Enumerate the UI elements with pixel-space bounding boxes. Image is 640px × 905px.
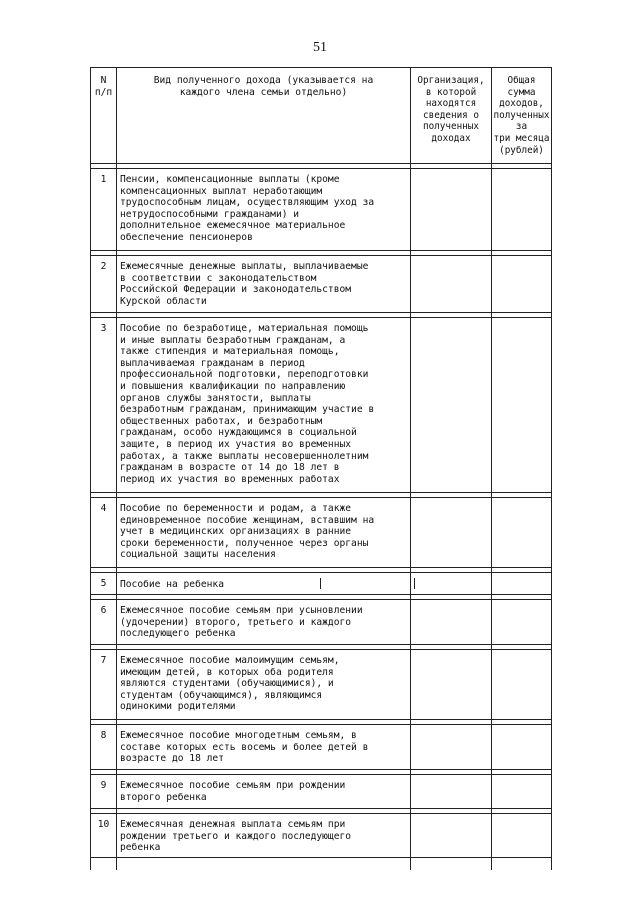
table-header-row bbox=[91, 68, 552, 164]
organization-cell[interactable] bbox=[411, 573, 492, 595]
row-number: 7 bbox=[91, 650, 117, 720]
table-row bbox=[91, 498, 552, 568]
organization-cell[interactable] bbox=[411, 725, 492, 770]
row-description-text: Пособие на ребенка bbox=[120, 579, 224, 590]
organization-cell[interactable] bbox=[411, 775, 492, 809]
row-number: 3 bbox=[91, 318, 117, 493]
sum-cell[interactable] bbox=[492, 573, 552, 595]
row-description: Пособие по беременности и родам, а также единовременное пособие женщинам, вставшим на учет в медицинских организациях в ранние сроки беременности, полученное через органы социальной защиты населения bbox=[117, 498, 411, 568]
income-table bbox=[90, 67, 552, 870]
table-row bbox=[91, 650, 552, 720]
row-description: Ежемесячная денежная выплата семьям при рождении третьего и каждого последующего ребенка bbox=[117, 814, 411, 858]
row-number: 10 bbox=[91, 814, 117, 858]
continuation-row bbox=[91, 858, 552, 871]
sum-cell[interactable] bbox=[492, 169, 552, 251]
row-description: Ежемесячные денежные выплаты, выплачиваемые в соответствии с законодательством Российской Федерации и законодательством Курской области bbox=[117, 256, 411, 313]
sum-cell[interactable] bbox=[492, 775, 552, 809]
organization-cell[interactable] bbox=[411, 498, 492, 568]
sum-cell[interactable] bbox=[492, 318, 552, 493]
table-row bbox=[91, 725, 552, 770]
organization-cell[interactable] bbox=[411, 814, 492, 858]
table-row bbox=[91, 600, 552, 645]
sum-cell[interactable] bbox=[492, 256, 552, 313]
table-row bbox=[91, 256, 552, 313]
table-row bbox=[91, 573, 552, 595]
sum-cell[interactable] bbox=[492, 814, 552, 858]
row-description: Пенсии, компенсационные выплаты (кроме компенсационных выплат неработающим трудоспособным лицам, осуществляющим уход за нетрудоспособными гражданами) и дополнительное ежемесячное материальное обеспечение пенсионеров bbox=[117, 169, 411, 251]
row-number: 6 bbox=[91, 600, 117, 645]
text-cursor bbox=[320, 578, 321, 589]
text-cursor bbox=[414, 578, 415, 589]
row-description: Ежемесячное пособие малоимущим семьям, имеющим детей, в которых оба родителя являются студентами (обучающимися), и студентам (обучающимся), являющимся одинокими родителями bbox=[117, 650, 411, 720]
page-number: 51 bbox=[313, 40, 327, 55]
table-row bbox=[91, 814, 552, 858]
organization-cell[interactable] bbox=[411, 256, 492, 313]
row-description: Ежемесячное пособие семьям при усыновлении (удочерении) второго, третьего и каждого последующего ребенка bbox=[117, 600, 411, 645]
organization-cell[interactable] bbox=[411, 318, 492, 493]
organization-cell[interactable] bbox=[411, 650, 492, 720]
row-number: 9 bbox=[91, 775, 117, 809]
row-number: 1 bbox=[91, 169, 117, 251]
header-income-type: Вид полученного дохода (указывается на каждого члена семьи отдельно) bbox=[117, 68, 411, 164]
sum-cell[interactable] bbox=[492, 600, 552, 645]
header-num: N п/п bbox=[91, 68, 117, 164]
row-number: 8 bbox=[91, 725, 117, 770]
sum-cell[interactable] bbox=[492, 650, 552, 720]
table-row bbox=[91, 318, 552, 493]
organization-cell[interactable] bbox=[411, 169, 492, 251]
row-description: Пособие по безработице, материальная помощь и иные выплаты безработным гражданам, а также стипендия и материальная помощь, выплачиваемая гражданам в период профессиональной подготовки, переподготовки и повышения квалификации по направлению органов службы занятости, выплаты безработным гражданам, принимающим участие в общественных работах, и безработным гражданам, особо нуждающимся в социальной защите, в период их участия во временных работах, а также выплаты несовершеннолетним гражданам в возрасте от 14 до 18 лет в период их участия во временных работах bbox=[117, 318, 411, 493]
row-number: 4 bbox=[91, 498, 117, 568]
header-total-sum: Общая сумма доходов, полученных за три месяца (рублей) bbox=[492, 68, 552, 164]
row-description: Ежемесячное пособие многодетным семьям, в составе которых есть восемь и более детей в возрасте до 18 лет bbox=[117, 725, 411, 770]
organization-cell[interactable] bbox=[411, 600, 492, 645]
header-organization: Организация, в которой находятся сведения о полученных доходах bbox=[411, 68, 492, 164]
table-row bbox=[91, 775, 552, 809]
row-description bbox=[117, 573, 411, 595]
sum-cell[interactable] bbox=[492, 498, 552, 568]
row-number: 2 bbox=[91, 256, 117, 313]
table-row bbox=[91, 169, 552, 251]
row-number: 5 bbox=[91, 573, 117, 595]
row-description: Ежемесячное пособие семьям при рождении второго ребенка bbox=[117, 775, 411, 809]
sum-cell[interactable] bbox=[492, 725, 552, 770]
